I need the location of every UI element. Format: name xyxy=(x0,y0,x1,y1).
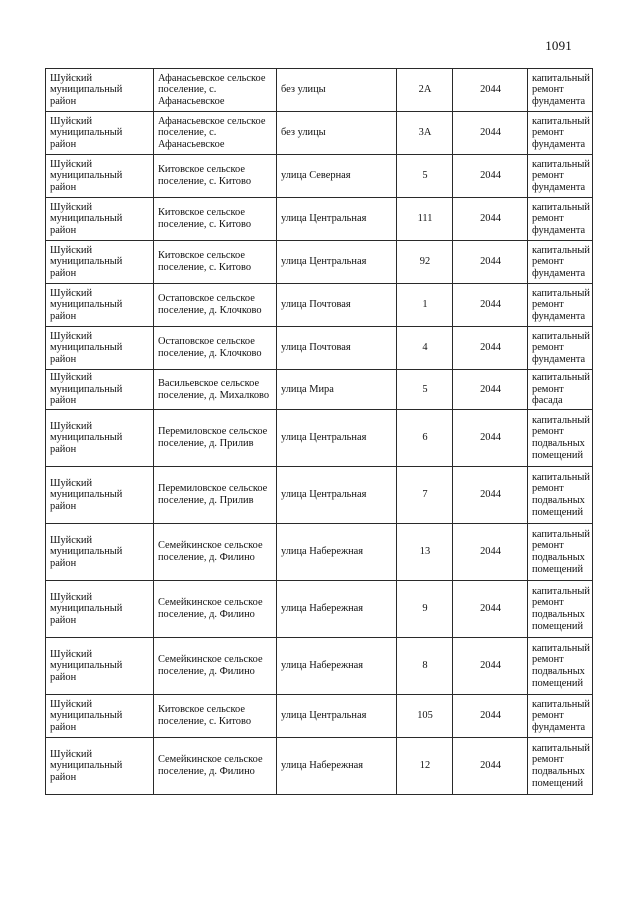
work-type-cell: капитальный ремонт подвальных помещений xyxy=(528,738,593,795)
house-number-cell: 92 xyxy=(397,241,453,284)
table-body xyxy=(46,69,593,795)
house-number-cell: 5 xyxy=(397,370,453,410)
year-cell: 2044 xyxy=(453,467,528,524)
year-cell: 2044 xyxy=(453,638,528,695)
work-type-cell: капитальный ремонт фундамента xyxy=(528,327,593,370)
year-cell: 2044 xyxy=(453,370,528,410)
house-number-cell: 105 xyxy=(397,695,453,738)
table-row xyxy=(46,69,593,112)
street-cell: улица Почтовая xyxy=(277,327,397,370)
district-cell: Шуйский муниципальный район xyxy=(46,241,154,284)
year-cell: 2044 xyxy=(453,524,528,581)
district-cell: Шуйский муниципальный район xyxy=(46,112,154,155)
work-type-cell: капитальный ремонт фасада xyxy=(528,370,593,410)
settlement-cell: Семейкинское сельское поселение, д. Филино xyxy=(154,638,277,695)
house-number-cell: 4 xyxy=(397,327,453,370)
street-cell: улица Почтовая xyxy=(277,284,397,327)
settlement-cell: Афанасьевское сельское поселение, с. Афанасьевское xyxy=(154,112,277,155)
work-type-cell: капитальный ремонт подвальных помещений xyxy=(528,638,593,695)
street-cell: улица Центральная xyxy=(277,467,397,524)
street-cell: улица Набережная xyxy=(277,738,397,795)
settlement-cell: Китовское сельское поселение, с. Китово xyxy=(154,241,277,284)
table-row xyxy=(46,738,593,795)
district-cell: Шуйский муниципальный район xyxy=(46,370,154,410)
work-type-cell: капитальный ремонт фундамента xyxy=(528,284,593,327)
street-cell: улица Центральная xyxy=(277,241,397,284)
street-cell: улица Набережная xyxy=(277,581,397,638)
table-row xyxy=(46,198,593,241)
district-cell: Шуйский муниципальный район xyxy=(46,69,154,112)
settlement-cell: Семейкинское сельское поселение, д. Филино xyxy=(154,738,277,795)
year-cell: 2044 xyxy=(453,410,528,467)
street-cell: без улицы xyxy=(277,112,397,155)
settlement-cell: Китовское сельское поселение, с. Китово xyxy=(154,155,277,198)
district-cell: Шуйский муниципальный район xyxy=(46,155,154,198)
table-row xyxy=(46,284,593,327)
house-number-cell: 6 xyxy=(397,410,453,467)
house-number-cell: 5 xyxy=(397,155,453,198)
year-cell: 2044 xyxy=(453,581,528,638)
street-cell: улица Центральная xyxy=(277,198,397,241)
work-type-cell: капитальный ремонт фундамента xyxy=(528,695,593,738)
table-row xyxy=(46,241,593,284)
street-cell: улица Центральная xyxy=(277,695,397,738)
table-row xyxy=(46,581,593,638)
work-type-cell: капитальный ремонт подвальных помещений xyxy=(528,410,593,467)
street-cell: улица Центральная xyxy=(277,410,397,467)
page-number: 1091 xyxy=(545,38,572,53)
table-row xyxy=(46,638,593,695)
table-row xyxy=(46,327,593,370)
work-type-cell: капитальный ремонт фундамента xyxy=(528,69,593,112)
house-number-cell: 2А xyxy=(397,69,453,112)
district-cell: Шуйский муниципальный район xyxy=(46,198,154,241)
work-type-cell: капитальный ремонт подвальных помещений xyxy=(528,581,593,638)
table-row xyxy=(46,410,593,467)
work-type-cell: капитальный ремонт подвальных помещений xyxy=(528,524,593,581)
work-type-cell: капитальный ремонт фундамента xyxy=(528,112,593,155)
street-cell: без улицы xyxy=(277,69,397,112)
year-cell: 2044 xyxy=(453,241,528,284)
district-cell: Шуйский муниципальный район xyxy=(46,695,154,738)
house-number-cell: 8 xyxy=(397,638,453,695)
settlement-cell: Перемиловское сельское поселение, д. Прилив xyxy=(154,410,277,467)
house-number-cell: 9 xyxy=(397,581,453,638)
work-type-cell: капитальный ремонт фундамента xyxy=(528,241,593,284)
year-cell: 2044 xyxy=(453,112,528,155)
street-cell: улица Мира xyxy=(277,370,397,410)
repair-schedule-table xyxy=(45,68,593,795)
district-cell: Шуйский муниципальный район xyxy=(46,284,154,327)
district-cell: Шуйский муниципальный район xyxy=(46,738,154,795)
work-type-cell: капитальный ремонт подвальных помещений xyxy=(528,467,593,524)
settlement-cell: Остаповское сельское поселение, д. Клочково xyxy=(154,284,277,327)
year-cell: 2044 xyxy=(453,198,528,241)
house-number-cell: 111 xyxy=(397,198,453,241)
settlement-cell: Китовское сельское поселение, с. Китово xyxy=(154,695,277,738)
settlement-cell: Васильевское сельское поселение, д. Михалково xyxy=(154,370,277,410)
table-row xyxy=(46,524,593,581)
settlement-cell: Перемиловское сельское поселение, д. Прилив xyxy=(154,467,277,524)
district-cell: Шуйский муниципальный район xyxy=(46,410,154,467)
settlement-cell: Китовское сельское поселение, с. Китово xyxy=(154,198,277,241)
house-number-cell: 13 xyxy=(397,524,453,581)
settlement-cell: Семейкинское сельское поселение, д. Филино xyxy=(154,581,277,638)
street-cell: улица Набережная xyxy=(277,524,397,581)
settlement-cell: Остаповское сельское поселение, д. Клочково xyxy=(154,327,277,370)
work-type-cell: капитальный ремонт фундамента xyxy=(528,198,593,241)
house-number-cell: 7 xyxy=(397,467,453,524)
house-number-cell: 12 xyxy=(397,738,453,795)
settlement-cell: Семейкинское сельское поселение, д. Филино xyxy=(154,524,277,581)
district-cell: Шуйский муниципальный район xyxy=(46,581,154,638)
table-row xyxy=(46,112,593,155)
year-cell: 2044 xyxy=(453,155,528,198)
year-cell: 2044 xyxy=(453,738,528,795)
district-cell: Шуйский муниципальный район xyxy=(46,524,154,581)
settlement-cell: Афанасьевское сельское поселение, с. Афанасьевское xyxy=(154,69,277,112)
house-number-cell: 1 xyxy=(397,284,453,327)
table-row xyxy=(46,467,593,524)
district-cell: Шуйский муниципальный район xyxy=(46,327,154,370)
district-cell: Шуйский муниципальный район xyxy=(46,467,154,524)
year-cell: 2044 xyxy=(453,284,528,327)
year-cell: 2044 xyxy=(453,69,528,112)
street-cell: улица Набережная xyxy=(277,638,397,695)
work-type-cell: капитальный ремонт фундамента xyxy=(528,155,593,198)
year-cell: 2044 xyxy=(453,327,528,370)
table-row xyxy=(46,695,593,738)
house-number-cell: 3А xyxy=(397,112,453,155)
table-row xyxy=(46,370,593,410)
street-cell: улица Северная xyxy=(277,155,397,198)
table-row xyxy=(46,155,593,198)
district-cell: Шуйский муниципальный район xyxy=(46,638,154,695)
year-cell: 2044 xyxy=(453,695,528,738)
